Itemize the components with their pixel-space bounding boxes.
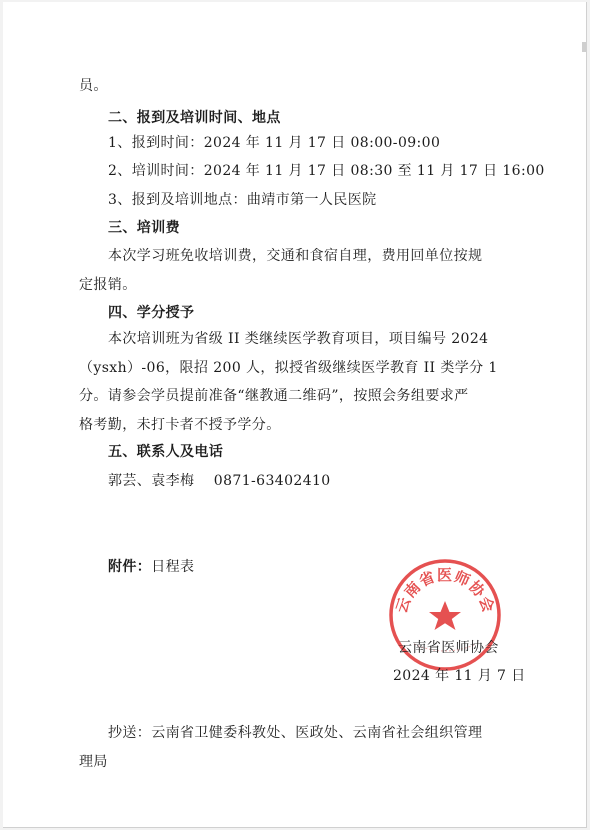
text-line: 格考勤，未打卡者不授予学分。: [79, 417, 281, 433]
contact-line: 郭芸、袁李梅 0871-63402410: [108, 473, 331, 489]
document-page: [3, 2, 587, 828]
text-line: 本次学习班免收培训费，交通和食宿自理，费用回单位按规: [108, 248, 483, 264]
scan-artifact: [582, 42, 586, 52]
section-heading-5: 五、联系人及电话: [108, 444, 224, 460]
signature-date: 2024 年 11 月 7 日: [393, 668, 526, 684]
attachment-line: [108, 558, 194, 576]
cc-line: 抄送：云南省卫健委科教处、医政处、云南省社会组织管理: [108, 725, 483, 741]
text-line: （ysxh）-06，限招 200 人，拟授省级继续医学教育 II 类学分 1: [79, 360, 498, 376]
attachment-value: 日程表: [151, 559, 195, 575]
section-heading-3: 三、培训费: [108, 220, 180, 236]
text-line: 2、培训时间：2024 年 11 月 17 日 08:30 至 11 月 17 日 16:00: [108, 163, 545, 179]
text-line: 本次培训班为省级 II 类继续医学教育项目，项目编号 2024: [108, 331, 489, 347]
cc-line-continued: 理局: [79, 754, 108, 770]
section-heading-4: 四、学分授予: [108, 305, 195, 321]
section-heading-2: 二、报到及培训时间、地点: [108, 110, 281, 126]
text-line: 分。请参会学员提前准备“继教通二维码”，按照会务组要求严: [79, 388, 469, 404]
signatory-organization: 云南省医师协会: [398, 640, 499, 656]
text-line: 1、报到时间：2024 年 11 月 17 日 08:00-09:00: [108, 135, 441, 151]
attachment-label: 附件：: [108, 559, 152, 575]
text-line: 3、报到及培训地点：曲靖市第一人民医院: [108, 192, 377, 208]
svg-text:云南省医师协会: 云南省医师协会: [392, 566, 498, 616]
text-line: 定报销。: [79, 277, 137, 293]
text-line: 员。: [79, 78, 108, 94]
